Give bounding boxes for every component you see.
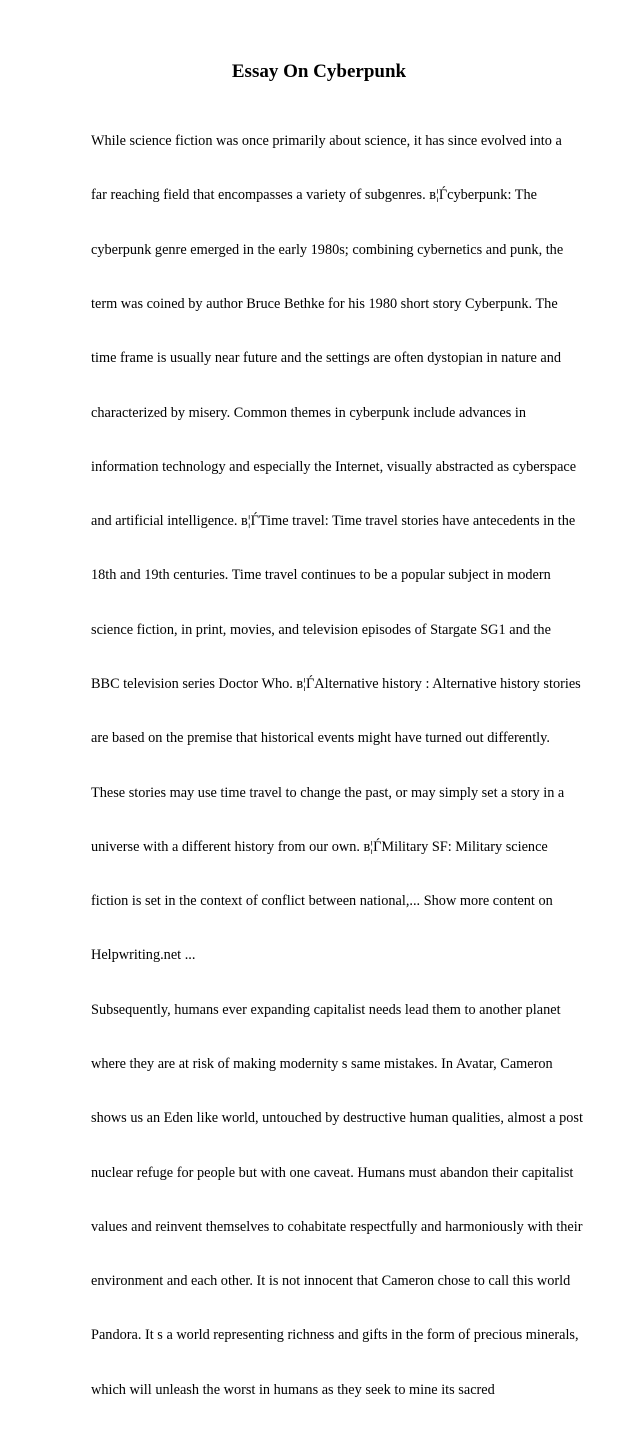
essay-body bbox=[91, 96, 591, 1435]
text-line: characterized by misery. Common themes in cyberpunk include advances in bbox=[91, 404, 526, 421]
text-line: far reaching field that encompasses a variety of subgenres. в¦Ѓcyberpunk: The bbox=[91, 187, 537, 204]
text-line: are based on the premise that historical events might have turned out differently. bbox=[91, 730, 550, 747]
text-line: environment and each other. It is not innocent that Cameron chose to call this world bbox=[91, 1273, 571, 1290]
text-line: time frame is usually near future and the settings are often dystopian in nature and bbox=[91, 350, 562, 367]
text-line: Subsequently, humans ever expanding capitalist needs lead them to another planet bbox=[91, 1001, 561, 1018]
text-line: Pandora. It s a world representing richness and gifts in the form of precious minerals, bbox=[91, 1327, 579, 1344]
text-line: 18th and 19th centuries. Time travel continues to be a popular subject in modern bbox=[91, 567, 551, 584]
text-line: term was coined by author Bruce Bethke for his 1980 short story Cyberpunk. The bbox=[91, 296, 558, 313]
text-line: shows us an Eden like world, untouched by destructive human qualities, almost a post bbox=[91, 1110, 583, 1127]
text-line: While science fiction was once primarily about science, it has since evolved into a bbox=[91, 133, 562, 150]
text-line: BBC television series Doctor Who. в¦ЃAlternative history : Alternative history stories bbox=[91, 676, 581, 692]
text-line: These stories may use time travel to change the past, or may simply set a story in a bbox=[91, 784, 565, 801]
text-line: which will unleash the worst in humans as they seek to mine its sacred bbox=[91, 1381, 495, 1398]
text-line: where they are at risk of making modernity s same mistakes. In Avatar, Cameron bbox=[91, 1055, 553, 1072]
text-line: information technology and especially the Internet, visually abstracted as cyberspace bbox=[91, 458, 577, 475]
text-line: values and reinvent themselves to cohabitate respectfully and harmoniously with their bbox=[91, 1218, 583, 1235]
document-title: Essay On Cyberpunk bbox=[231, 61, 407, 82]
text-line: nuclear refuge for people but with one caveat. Humans must abandon their capitalist bbox=[91, 1164, 574, 1181]
text-line: and artificial intelligence. в¦ЃTime travel: Time travel stories have antecedents in the bbox=[91, 513, 576, 530]
text-line: cyberpunk genre emerged in the early 1980s; combining cybernetics and punk, the bbox=[91, 241, 564, 258]
text-line: fiction is set in the context of conflict between national,... Show more content on bbox=[91, 893, 553, 910]
text-line: science fiction, in print, movies, and television episodes of Stargate SG1 and the bbox=[91, 621, 551, 638]
text-line: universe with a different history from our own. в¦ЃMilitary SF: Military science bbox=[91, 838, 548, 855]
text-line: Helpwriting.net ... bbox=[91, 947, 196, 964]
